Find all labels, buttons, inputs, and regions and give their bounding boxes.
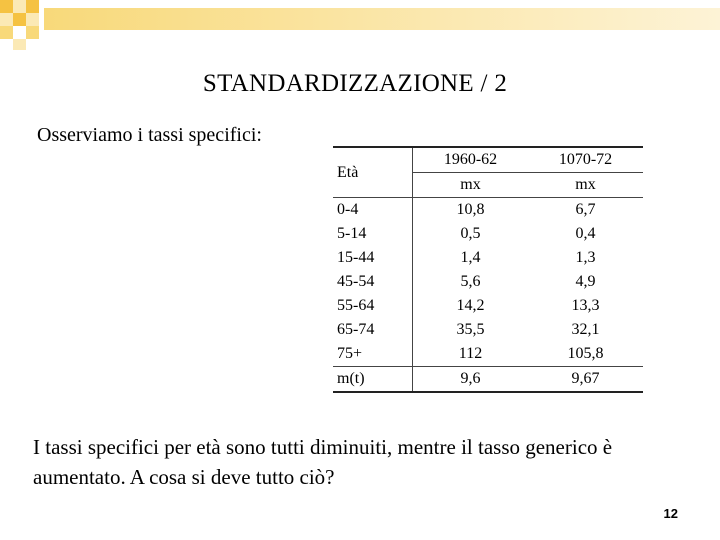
conclusion-text: I tassi specifici per età sono tutti diminuiti, mentre il tasso generico è aumentato. A cosa si deve tutto ciò? xyxy=(33,435,613,489)
rate-cell-1: 35,5 xyxy=(456,321,485,338)
table-row xyxy=(333,222,643,246)
age-cell: 65-74 xyxy=(333,318,413,342)
table-row xyxy=(333,318,643,342)
age-cell: 0-4 xyxy=(333,198,413,223)
age-cell: 15-44 xyxy=(333,246,413,270)
rate-cell-2: 105,8 xyxy=(567,345,604,362)
mortality-rates-table xyxy=(333,146,643,393)
rate-cell-2: 32,1 xyxy=(571,321,600,338)
age-cell: 5-14 xyxy=(333,222,413,246)
table-header-row xyxy=(333,147,643,173)
age-cell: 75+ xyxy=(333,342,413,367)
header-age: Età xyxy=(333,147,413,198)
intro-text: Osserviamo i tassi specifici: xyxy=(37,124,262,146)
table-row xyxy=(333,246,643,270)
table-row xyxy=(333,294,643,318)
total-rate-1: 9,6 xyxy=(413,367,528,393)
header-unit-1: mx xyxy=(413,173,528,198)
rate-cell-1: 1,4 xyxy=(460,249,481,266)
rate-cell-2: 1,3 xyxy=(575,249,596,266)
rate-cell-1: 5,6 xyxy=(460,273,481,290)
total-rate-2: 9,67 xyxy=(528,367,643,393)
age-cell: 45-54 xyxy=(333,270,413,294)
rate-cell-1: 112 xyxy=(458,345,483,362)
decorative-checker-pattern xyxy=(0,0,720,50)
age-cell: 55-64 xyxy=(333,294,413,318)
slide-title: STANDARDIZZAZIONE / 2 xyxy=(202,70,508,97)
header-period-1: 1960-62 xyxy=(413,147,528,173)
rate-cell-2: 13,3 xyxy=(571,297,600,314)
rate-cell-1: 0,5 xyxy=(460,225,481,242)
table-row xyxy=(333,342,643,367)
total-label: m(t) xyxy=(333,367,413,393)
table-row xyxy=(333,198,643,223)
table-total-row xyxy=(333,367,643,393)
page-number: 12 xyxy=(663,506,678,521)
rate-cell-1: 10,8 xyxy=(456,201,485,218)
rate-cell-2: 6,7 xyxy=(575,201,596,218)
header-unit-2: mx xyxy=(528,173,643,198)
rate-cell-1: 14,2 xyxy=(456,297,485,314)
rate-cell-2: 0,4 xyxy=(575,225,596,242)
rate-cell-2: 4,9 xyxy=(575,273,596,290)
header-period-2: 1070-72 xyxy=(528,147,643,173)
table-row xyxy=(333,270,643,294)
